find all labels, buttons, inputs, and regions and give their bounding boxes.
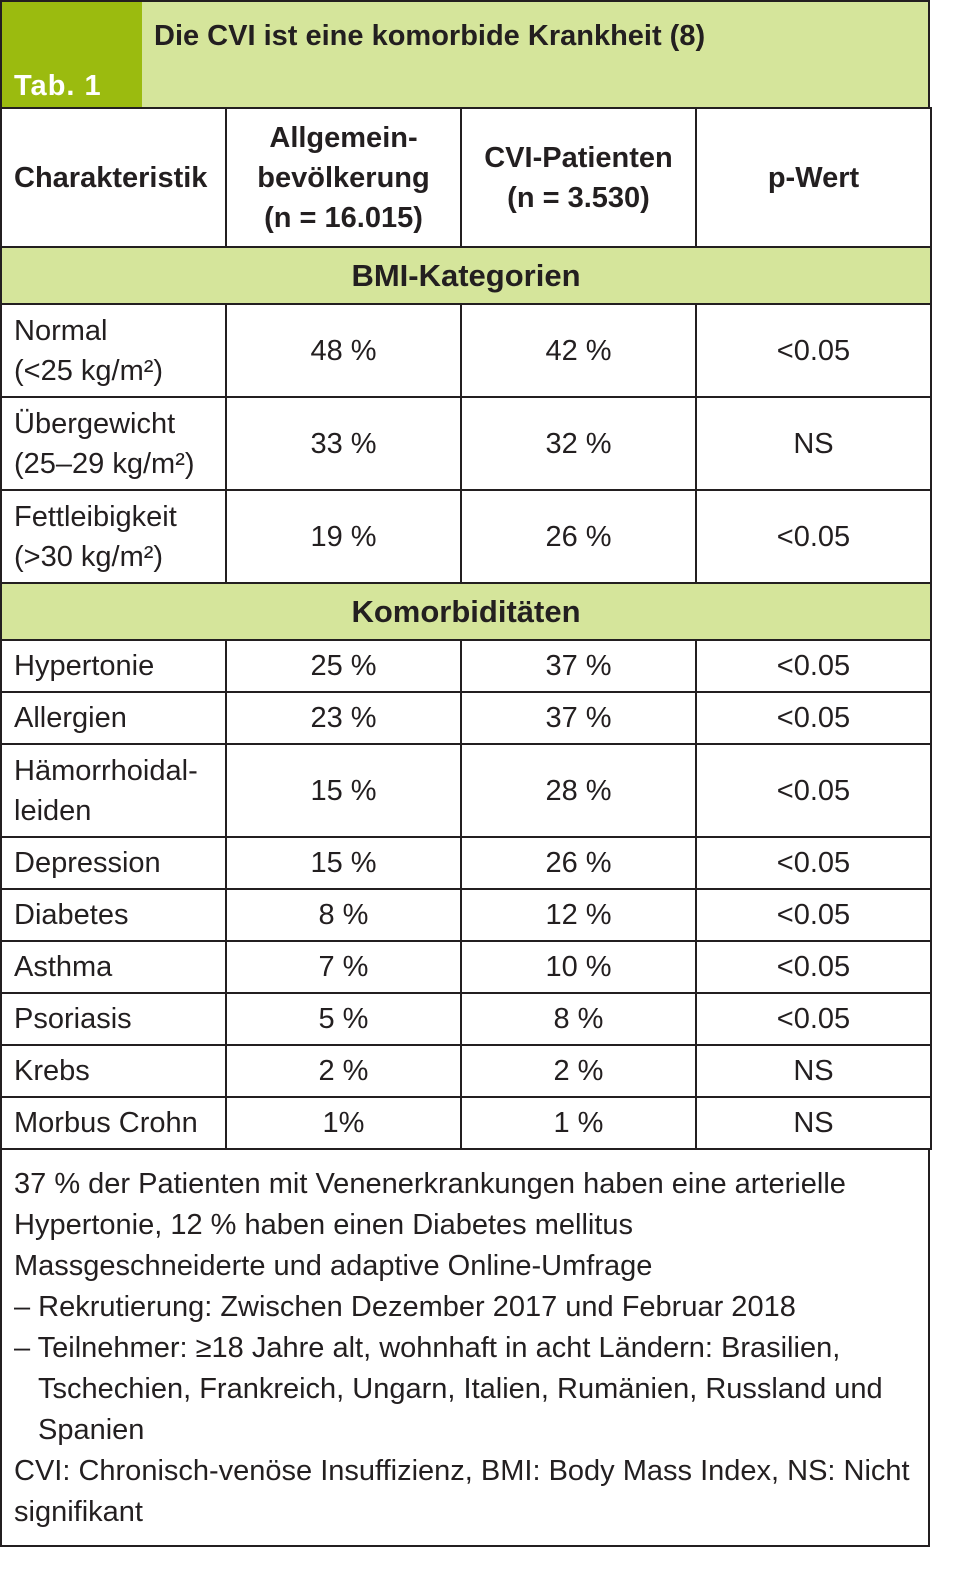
row-label-line: (25–29 kg/m²) <box>14 447 195 480</box>
header-general-population <box>226 108 461 247</box>
row-label-line: Depression <box>14 847 161 879</box>
row-label-line: Asthma <box>14 951 113 983</box>
section-bmi-row <box>1 247 931 304</box>
p-value: <0.05 <box>696 490 931 583</box>
row-label-line: Morbus Crohn <box>14 1107 198 1139</box>
cvi-patients-value: 28 % <box>461 744 696 837</box>
row-label <box>1 397 226 490</box>
p-value: NS <box>696 1045 931 1097</box>
cvi-patients-value: 12 % <box>461 889 696 941</box>
row-label <box>1 304 226 397</box>
header-characteristic: Charakteristik <box>1 108 226 247</box>
row-label-line: (>30 kg/m²) <box>14 540 164 573</box>
table-title: Die CVI ist eine komorbide Krankheit (8) <box>142 2 928 107</box>
row-label <box>1 837 226 889</box>
row-label-line: Übergewicht <box>14 407 176 440</box>
table-row <box>1 837 931 889</box>
row-label-line: Psoriasis <box>14 1003 132 1035</box>
table-row <box>1 993 931 1045</box>
row-label <box>1 692 226 744</box>
p-value: <0.05 <box>696 304 931 397</box>
p-value: <0.05 <box>696 993 931 1045</box>
footnote-recruitment: – Rekrutierung: Zwischen Dezember 2017 und Februar 2018 <box>14 1291 796 1323</box>
data-table <box>0 107 932 1150</box>
table-header-bar <box>0 0 930 107</box>
row-label-line: leiden <box>14 794 92 827</box>
table-row <box>1 692 931 744</box>
cvi-patients-value: 2 % <box>461 1045 696 1097</box>
table-row <box>1 941 931 993</box>
row-label-line: Normal <box>14 314 108 347</box>
general-population-value: 33 % <box>226 397 461 490</box>
general-population-value: 19 % <box>226 490 461 583</box>
cvi-patients-value: 32 % <box>461 397 696 490</box>
row-label-line: Krebs <box>14 1055 90 1087</box>
header-cvi-line-2: (n = 3.530) <box>507 181 650 214</box>
header-general-line-3: (n = 16.015) <box>264 201 423 234</box>
header-general-line-1: Allgemein- <box>269 121 418 154</box>
p-value: <0.05 <box>696 744 931 837</box>
header-cvi-line-1: CVI-Patienten <box>484 141 673 174</box>
footnote-summary: 37 % der Patienten mit Venenerkrankungen haben eine arterielle Hypertonie, 12 % haben einen Diabetes mellitus <box>14 1168 846 1241</box>
p-value: <0.05 <box>696 837 931 889</box>
general-population-value: 1% <box>226 1097 461 1149</box>
p-value: NS <box>696 397 931 490</box>
cvi-patients-value: 1 % <box>461 1097 696 1149</box>
table-row <box>1 1045 931 1097</box>
table-row <box>1 640 931 692</box>
header-p-value: p-Wert <box>696 108 931 247</box>
general-population-value: 2 % <box>226 1045 461 1097</box>
general-population-value: 7 % <box>226 941 461 993</box>
row-label <box>1 941 226 993</box>
general-population-value: 8 % <box>226 889 461 941</box>
cvi-patients-value: 26 % <box>461 837 696 889</box>
row-label-line: Hämorrhoidal- <box>14 754 198 787</box>
cvi-patients-value: 37 % <box>461 640 696 692</box>
table-body <box>1 247 931 1149</box>
header-cvi-patients <box>461 108 696 247</box>
general-population-value: 25 % <box>226 640 461 692</box>
header-general-line-2: bevölkerung <box>257 161 430 194</box>
cvi-patients-value: 26 % <box>461 490 696 583</box>
general-population-value: 23 % <box>226 692 461 744</box>
row-label-line: Fettleibigkeit <box>14 500 177 533</box>
table-number-label: Tab. 1 <box>2 2 142 107</box>
p-value: <0.05 <box>696 640 931 692</box>
p-value: <0.05 <box>696 889 931 941</box>
table-row <box>1 490 931 583</box>
row-label-line: Diabetes <box>14 899 129 931</box>
cvi-patients-value: 42 % <box>461 304 696 397</box>
row-label <box>1 1045 226 1097</box>
p-value: <0.05 <box>696 941 931 993</box>
table-row <box>1 744 931 837</box>
table-row <box>1 397 931 490</box>
row-label <box>1 1097 226 1149</box>
row-label-line: Hypertonie <box>14 650 155 682</box>
row-label <box>1 490 226 583</box>
row-label <box>1 744 226 837</box>
cvi-patients-value: 10 % <box>461 941 696 993</box>
row-label <box>1 993 226 1045</box>
cvi-patients-value: 8 % <box>461 993 696 1045</box>
row-label-line: Allergien <box>14 702 127 734</box>
section-komorbiditaeten-row <box>1 583 931 640</box>
general-population-value: 5 % <box>226 993 461 1045</box>
cvi-patients-value: 37 % <box>461 692 696 744</box>
section-bmi-heading: BMI-Kategorien <box>1 247 931 304</box>
general-population-value: 15 % <box>226 837 461 889</box>
row-label <box>1 640 226 692</box>
table-row <box>1 1097 931 1149</box>
row-label-line: (<25 kg/m²) <box>14 354 164 387</box>
p-value: NS <box>696 1097 931 1149</box>
general-population-value: 15 % <box>226 744 461 837</box>
table-footnote <box>0 1150 930 1547</box>
table-row <box>1 889 931 941</box>
p-value: <0.05 <box>696 692 931 744</box>
footnote-method: Massgeschneiderte und adaptive Online-Umfrage <box>14 1250 653 1282</box>
footnote-participants: – Teilnehmer: ≥18 Jahre alt, wohnhaft in acht Ländern: Brasilien, Tschechien, Frankreich, Ungarn, Italien, Rumänien, Russland und Spanien <box>14 1332 883 1446</box>
footnote-abbreviations: CVI: Chronisch-venöse Insuffizienz, BMI: Body Mass Index, NS: Nicht signifikant <box>14 1455 910 1528</box>
general-population-value: 48 % <box>226 304 461 397</box>
column-header-row <box>1 108 931 247</box>
row-label <box>1 889 226 941</box>
table-row <box>1 304 931 397</box>
section-komorbiditaeten-heading: Komorbiditäten <box>1 583 931 640</box>
